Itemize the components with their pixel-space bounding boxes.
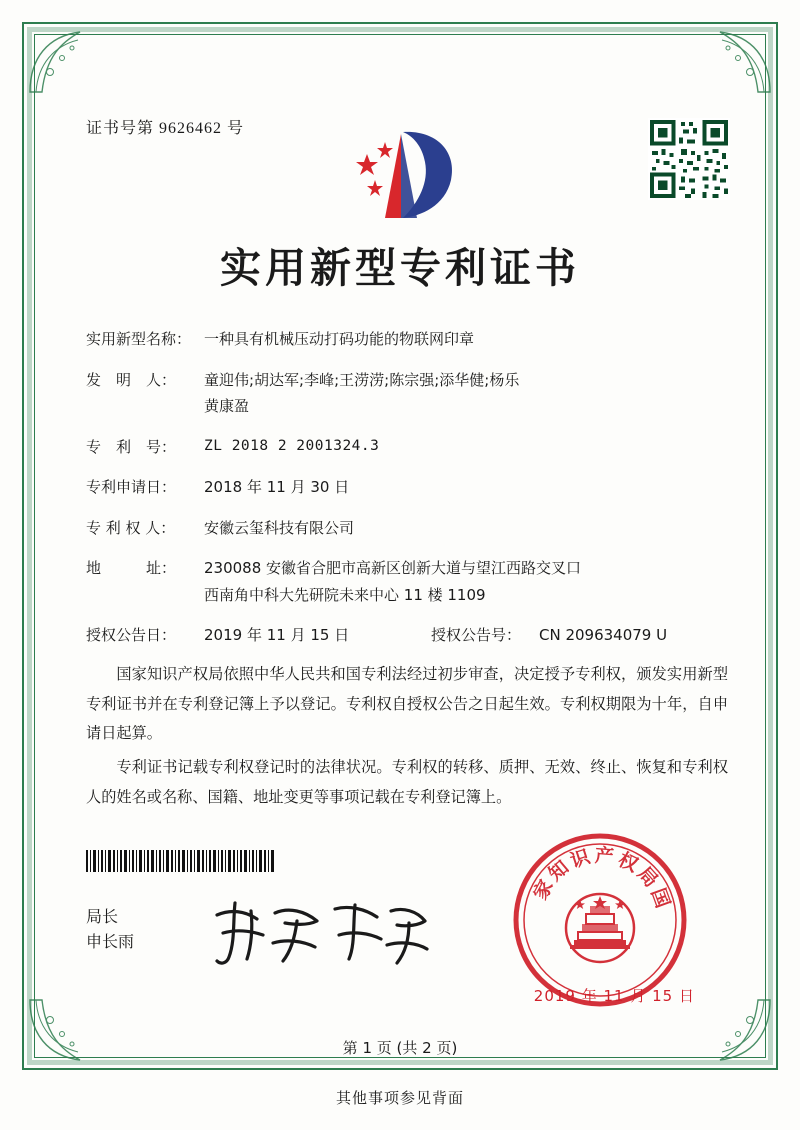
seal-date: 2019 年 11 月 15 日 (533, 987, 695, 1005)
field-row-address (86, 554, 730, 583)
field-label-grant-no: 授权公告号： (431, 626, 522, 644)
signature-block (86, 905, 134, 955)
field-value-holder: 安徽云玺科技有限公司 (204, 518, 355, 537)
svg-text:识: 识 (567, 845, 593, 873)
field-row-grant (86, 621, 730, 650)
field-value-patent-no: ZL 2018 2 2001324.3 (204, 437, 380, 454)
legal-paragraph: 国家知识产权局依照中华人民共和国专利法经过初步审查，决定授予专利权，颁发实用新型专利证书并在专利登记簿上予以登记。专利权自授权公告之日起生效。专利权期限为十年，自申请日起算。 (86, 665, 728, 743)
svg-text:国: 国 (646, 885, 674, 911)
barcode-icon (86, 850, 276, 872)
field-row-inventor (86, 366, 730, 395)
field-group-grant-no (431, 621, 730, 650)
field-row-name (86, 325, 730, 354)
field-label-apply-date: 专利申请日： (86, 478, 177, 496)
qr-code-icon (648, 118, 730, 200)
certificate-number: 证书号第 9626462 号 (86, 120, 245, 137)
field-value-address-line2: 西南角中科大先研院未来中心 11 楼 1109 (204, 585, 486, 604)
field-row-apply-date (86, 473, 730, 502)
svg-text:权: 权 (614, 848, 642, 877)
legal-text (86, 660, 728, 816)
page-title: 实用新型专利证书 (220, 244, 580, 292)
official-seal-icon (510, 830, 690, 1010)
svg-text:局: 局 (633, 862, 663, 892)
cnipa-logo-icon (345, 118, 465, 228)
field-label-address: 地 址： (86, 559, 177, 577)
field-value-grant-no: CN 209634079 U (539, 626, 668, 644)
handwritten-signature-icon (205, 895, 435, 975)
signature-name: 申长雨 (86, 931, 135, 951)
field-value-inventor-line2: 黄康盈 (204, 397, 250, 415)
svg-text:知: 知 (544, 856, 574, 886)
field-label-grant-date: 授权公告日： (86, 626, 177, 644)
certificate-content (60, 60, 740, 1057)
footer-note: 其他事项参见背面 (335, 1089, 464, 1107)
field-value-apply-date: 2018 年 11 月 30 日 (204, 478, 350, 496)
field-label-name: 实用新型名称： (86, 330, 192, 348)
field-value-inventor: 童迎伟;胡达军;李峰;王涝涝;陈宗强;添华健;杨乐 (204, 370, 520, 389)
field-row-holder (86, 514, 730, 543)
field-value-name: 一种具有机械压动打码功能的物联网印章 (204, 330, 475, 348)
field-group-grant-date (86, 621, 431, 650)
field-label-inventor: 发 明 人： (86, 370, 177, 389)
page-indicator: 第 1 页 (共 2 页) (342, 1039, 458, 1057)
field-value-address: 230088 安徽省合肥市高新区创新大道与望江西路交叉口 (204, 559, 582, 577)
signature-title: 局长 (86, 907, 119, 926)
field-label-holder: 专 利 权 人： (86, 518, 176, 537)
field-row-patent-no (86, 433, 730, 462)
svg-text:产: 产 (594, 844, 615, 868)
field-label-patent-no: 专 利 号： (86, 437, 177, 456)
field-value-grant-date: 2019 年 11 月 15 日 (204, 626, 350, 644)
svg-text:家: 家 (529, 876, 558, 904)
legal-paragraph: 专利证书记载专利权登记时的法律状况。专利权的转移、质押、无效、终止、恢复和专利权人的姓名或名称、国籍、地址变更等事项记载在专利登记簿上。 (86, 757, 728, 806)
field-list (86, 325, 730, 662)
